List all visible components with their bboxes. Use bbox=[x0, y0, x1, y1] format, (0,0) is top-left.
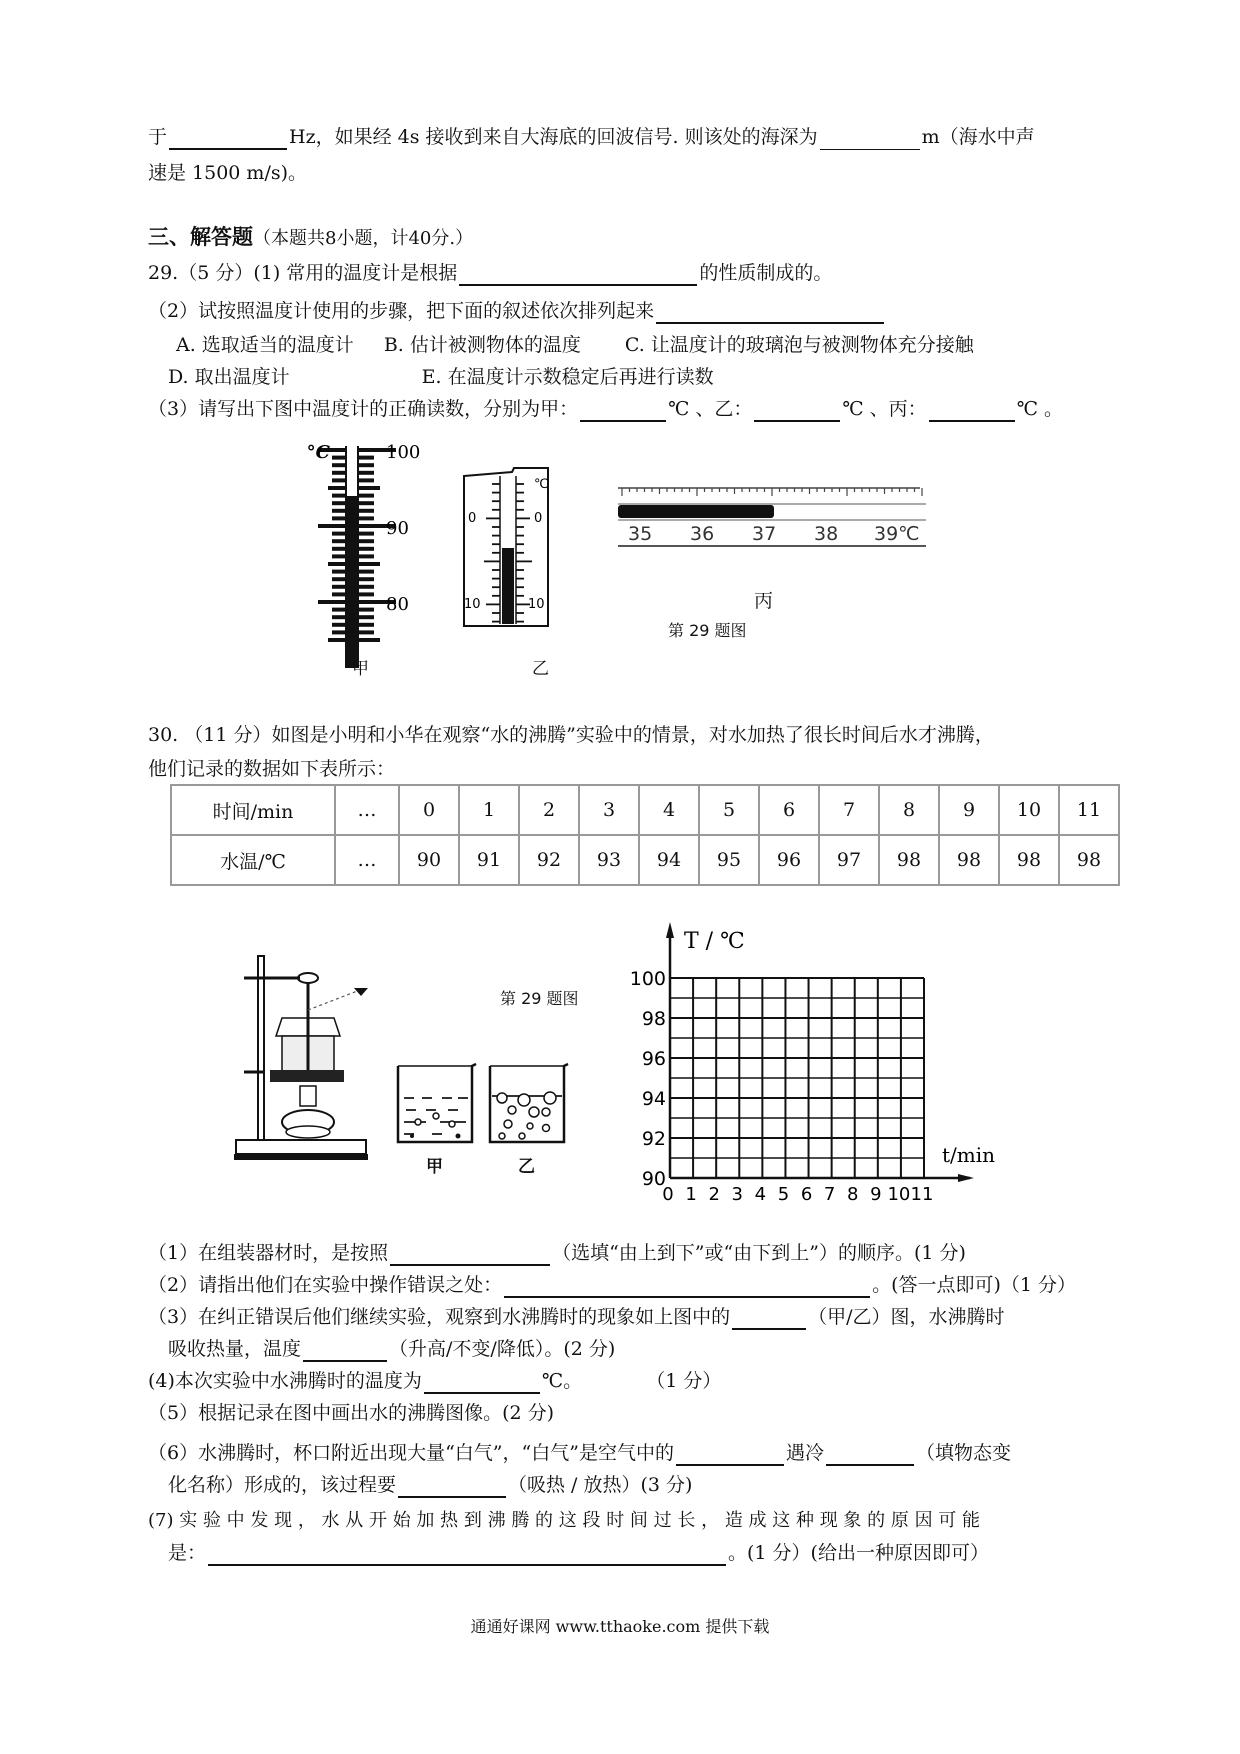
y-axis-arrow-icon bbox=[666, 922, 674, 938]
text: （升高/不变/降低）。(2 分) bbox=[389, 1338, 616, 1360]
table-cell: 7 bbox=[819, 785, 879, 835]
tick-label-80: 80 bbox=[386, 594, 409, 615]
table-cell: 2 bbox=[519, 785, 579, 835]
thermometer-bing bbox=[618, 488, 926, 546]
beaker-yi bbox=[490, 1064, 568, 1142]
section-subtitle: （本题共8小题，计40分.） bbox=[253, 228, 474, 249]
text: m（海水中声 bbox=[921, 126, 1035, 148]
table-cell: 5 bbox=[699, 785, 759, 835]
y-axis-label: T / ℃ bbox=[684, 929, 745, 954]
text: （1 分） bbox=[646, 1370, 722, 1392]
beaker-with-thermometer bbox=[270, 982, 368, 1082]
x-tick-label: 9 bbox=[870, 1184, 882, 1204]
boiling-apparatus-figure bbox=[230, 950, 370, 1170]
table-row-time bbox=[171, 785, 1119, 835]
text: （甲/乙）图，水沸腾时 bbox=[808, 1306, 1005, 1328]
x-tick-label: 4 bbox=[754, 1184, 767, 1204]
mercury-column bbox=[618, 505, 774, 518]
answer-blank-q30-6a[interactable] bbox=[676, 1444, 784, 1466]
text: ℃。 bbox=[541, 1370, 583, 1392]
table-cell: 91 bbox=[459, 835, 519, 885]
y-tick-label: 96 bbox=[641, 1048, 666, 1070]
text: 是： bbox=[168, 1542, 207, 1564]
answer-blank-bing[interactable] bbox=[929, 400, 1015, 422]
y-tick-label: 92 bbox=[641, 1128, 666, 1150]
table-cell: 94 bbox=[639, 835, 699, 885]
table-row-temp bbox=[171, 835, 1119, 885]
text: 。(答一点即可)（1 分） bbox=[872, 1274, 1077, 1296]
y-tick-label: 100 bbox=[629, 968, 666, 990]
page-footer: 通通好课网 www.tthaoke.com 提供下载 bbox=[470, 1617, 770, 1636]
q30-sub1 bbox=[148, 1240, 966, 1266]
q30-sub7-line2 bbox=[168, 1540, 989, 1566]
table-cell: 93 bbox=[579, 835, 639, 885]
q30-sub2 bbox=[148, 1272, 1076, 1298]
option-d: D. 取出温度计 bbox=[168, 366, 290, 388]
top-fragment-line-1 bbox=[148, 124, 1035, 150]
answer-blank-q30-4[interactable] bbox=[424, 1372, 540, 1394]
text: （2）试按照温度计使用的步骤，把下面的叙述依次排列起来 bbox=[148, 300, 655, 322]
label-bing: 丙 bbox=[754, 590, 774, 612]
q30-intro-1: 30. （11 分）如图是小明和小华在观察“水的沸腾”实验中的情景，对水加热了很长时间后水才沸腾， bbox=[148, 724, 994, 746]
x-tick-label: 2 bbox=[708, 1184, 720, 1204]
x-tick-label: 6 bbox=[800, 1184, 813, 1204]
text: （2）请指出他们在实验中操作错误之处： bbox=[148, 1274, 503, 1296]
chart-x-ticks bbox=[662, 1184, 933, 1204]
chart-axes bbox=[666, 922, 974, 1182]
text: 的性质制成的。 bbox=[699, 262, 833, 284]
table-cell: 6 bbox=[759, 785, 819, 835]
answer-blank-q30-6c[interactable] bbox=[398, 1476, 506, 1498]
label-beaker-jia: 甲 bbox=[426, 1157, 443, 1177]
table-cell: 95 bbox=[699, 835, 759, 885]
x-tick-label: 3 bbox=[731, 1184, 743, 1204]
q30-sub4 bbox=[148, 1368, 721, 1394]
answer-blank-frequency[interactable] bbox=[169, 128, 287, 150]
table-cell: 10 bbox=[999, 785, 1059, 835]
text: 遇冷 bbox=[785, 1442, 824, 1464]
table-cell: 90 bbox=[399, 835, 459, 885]
text: （吸热 / 放热）(3 分) bbox=[508, 1474, 693, 1496]
q30-intro-2: 他们记录的数据如下表所示： bbox=[148, 758, 396, 780]
q29-part1 bbox=[148, 260, 832, 286]
table-cell: 92 bbox=[519, 835, 579, 885]
label-yi: 乙 bbox=[532, 659, 549, 679]
answer-blank-yi[interactable] bbox=[754, 400, 840, 422]
tick-label-37: 37 bbox=[752, 523, 777, 545]
x-tick-label: 7 bbox=[823, 1184, 836, 1204]
q30-sub6-line1 bbox=[148, 1440, 1011, 1466]
q29-options-row-2 bbox=[168, 364, 714, 390]
answer-blank-q30-3b[interactable] bbox=[303, 1340, 387, 1362]
table-cell: 1 bbox=[459, 785, 519, 835]
answer-blank-q29-2[interactable] bbox=[656, 302, 884, 324]
table-cell: 0 bbox=[399, 785, 459, 835]
figure-caption-30: 第 29 题图 bbox=[500, 989, 579, 1008]
x-tick-label: 11 bbox=[910, 1184, 934, 1204]
alcohol-lamp bbox=[282, 1086, 334, 1138]
x-tick-label: 0 bbox=[662, 1184, 674, 1204]
row-label: 时间/min bbox=[171, 785, 335, 835]
text: ℃ 。 bbox=[1016, 398, 1063, 420]
figure-caption-29: 第 29 题图 bbox=[668, 621, 747, 640]
option-e: E. 在温度计示数稳定后再进行读数 bbox=[421, 366, 714, 388]
y-tick-label: 98 bbox=[641, 1008, 666, 1030]
tick-left-10: 10 bbox=[464, 597, 481, 612]
text: 于 bbox=[148, 126, 168, 148]
y-tick-label: 94 bbox=[641, 1088, 666, 1110]
q30-sub6-line2 bbox=[168, 1472, 692, 1498]
text: 化名称）形成的，该过程要 bbox=[168, 1474, 397, 1496]
answer-blank-jia[interactable] bbox=[580, 400, 666, 422]
option-c: C. 让温度计的玻璃泡与被测物体充分接触 bbox=[624, 334, 974, 356]
top-fragment-line-2: 速是 1500 m/s)。 bbox=[148, 162, 308, 184]
answer-blank-q30-6b[interactable] bbox=[826, 1444, 914, 1466]
answer-blank-q30-7[interactable] bbox=[208, 1544, 726, 1566]
label-jia: 甲 bbox=[352, 659, 369, 679]
option-a: A. 选取适当的温度计 bbox=[176, 334, 354, 356]
beakers-figure bbox=[396, 1062, 576, 1148]
answer-blank-q30-3a[interactable] bbox=[732, 1308, 806, 1330]
table-cell: 98 bbox=[1059, 835, 1119, 885]
table-cell: 97 bbox=[819, 835, 879, 885]
thermometer-yi bbox=[464, 468, 549, 626]
mercury-column bbox=[346, 496, 358, 668]
text: (4)本次实验中水沸腾时的温度为 bbox=[148, 1370, 422, 1392]
q30-sub3-line2 bbox=[168, 1336, 615, 1362]
row-label: 水温/℃ bbox=[171, 835, 335, 885]
answer-blank-q29-1[interactable] bbox=[459, 264, 697, 286]
q29-part2 bbox=[148, 298, 886, 324]
text: （1）在组装器材时，是按照 bbox=[148, 1242, 389, 1264]
table-cell: 11 bbox=[1059, 785, 1119, 835]
q29-part3 bbox=[148, 396, 1063, 422]
text: 。(1 分）(给出一种原因即可） bbox=[728, 1542, 989, 1564]
thermometer-yi-figure bbox=[462, 466, 552, 628]
q30-sub5: （5）根据记录在图中画出水的沸腾图像。(2 分) bbox=[148, 1402, 555, 1424]
text: （3）请写出下图中温度计的正确读数，分别为甲： bbox=[148, 398, 579, 420]
text: （3）在纠正错误后他们继续实验，观察到水沸腾时的现象如上图中的 bbox=[148, 1306, 731, 1328]
text: （6）水沸腾时，杯口附近出现大量“白气”，“白气”是空气中的 bbox=[148, 1442, 674, 1464]
liquid-column bbox=[502, 548, 514, 624]
answer-blank-q30-1[interactable] bbox=[390, 1244, 550, 1266]
answer-blank-depth[interactable] bbox=[820, 129, 920, 150]
text: （选填“由上到下”或“由下到上”）的顺序。(1 分) bbox=[552, 1242, 966, 1264]
chart-grid bbox=[670, 978, 924, 1178]
tick-left-0: 0 bbox=[468, 511, 477, 526]
y-tick-label: 90 bbox=[641, 1168, 666, 1190]
label-beaker-yi: 乙 bbox=[518, 1157, 535, 1177]
data-table bbox=[170, 784, 1120, 886]
eye-icon bbox=[354, 988, 368, 996]
text: Hz，如果经 4s 接收到来自大海底的回波信号. 则该处的海深为 bbox=[289, 126, 818, 148]
table-cell: 96 bbox=[759, 835, 819, 885]
x-axis-label: t/min bbox=[942, 1143, 996, 1167]
text: 29.（5 分）(1) 常用的温度计是根据 bbox=[148, 262, 458, 284]
thermometer-jia-figure bbox=[290, 440, 440, 680]
answer-blank-q30-2[interactable] bbox=[504, 1276, 870, 1298]
ellipsis-cell: … bbox=[335, 785, 399, 835]
tick-label-38: 38 bbox=[814, 523, 839, 545]
table-cell: 98 bbox=[939, 835, 999, 885]
tick-label-39: 39℃ bbox=[874, 523, 920, 545]
chart-y-ticks bbox=[630, 968, 666, 1190]
table-cell: 3 bbox=[579, 785, 639, 835]
text: 吸收热量，温度 bbox=[168, 1338, 302, 1360]
temperature-time-chart[interactable] bbox=[600, 904, 1020, 1204]
table-cell: 9 bbox=[939, 785, 999, 835]
tick-right-10: 10 bbox=[528, 597, 545, 612]
thermometer-bing-figure bbox=[616, 478, 932, 550]
tick-label-36: 36 bbox=[690, 523, 715, 545]
x-tick-label: 8 bbox=[847, 1184, 859, 1204]
q30-sub3-line1 bbox=[148, 1304, 1005, 1330]
text: （填物态变 bbox=[915, 1442, 1011, 1464]
unit-label: °C bbox=[306, 442, 330, 463]
ellipsis-cell: … bbox=[335, 835, 399, 885]
tick-label-90: 90 bbox=[386, 518, 409, 539]
table-cell: 4 bbox=[639, 785, 699, 835]
tick-right-0: 0 bbox=[534, 511, 543, 526]
tick-label-100: 100 bbox=[386, 442, 421, 463]
table-cell: 98 bbox=[879, 835, 939, 885]
tick-label-35: 35 bbox=[628, 523, 653, 545]
x-tick-label: 10 bbox=[887, 1184, 911, 1204]
x-tick-label: 1 bbox=[685, 1184, 697, 1204]
beaker-jia bbox=[398, 1064, 476, 1142]
x-axis-arrow-icon bbox=[958, 1174, 974, 1182]
x-tick-label: 5 bbox=[777, 1184, 790, 1204]
text: ℃ 、乙： bbox=[668, 398, 753, 420]
thermometer-jia bbox=[307, 442, 421, 668]
q30-sub7-line1: (7) 实 验 中 发 现 ， 水 从 开 始 加 热 到 沸 腾 的 这 段 时 间 过 长 ， 造 成 这 种 现 象 的 原 因 可 能 bbox=[148, 1510, 981, 1531]
unit-label: ℃ bbox=[534, 477, 549, 492]
section-heading bbox=[148, 224, 473, 252]
option-b: B. 估计被测物体的温度 bbox=[383, 334, 581, 356]
table-cell: 8 bbox=[879, 785, 939, 835]
section-title: 三、解答题 bbox=[148, 225, 253, 249]
table-cell: 98 bbox=[999, 835, 1059, 885]
text: ℃ 、丙： bbox=[842, 398, 927, 420]
q29-options-row-1 bbox=[176, 332, 974, 358]
